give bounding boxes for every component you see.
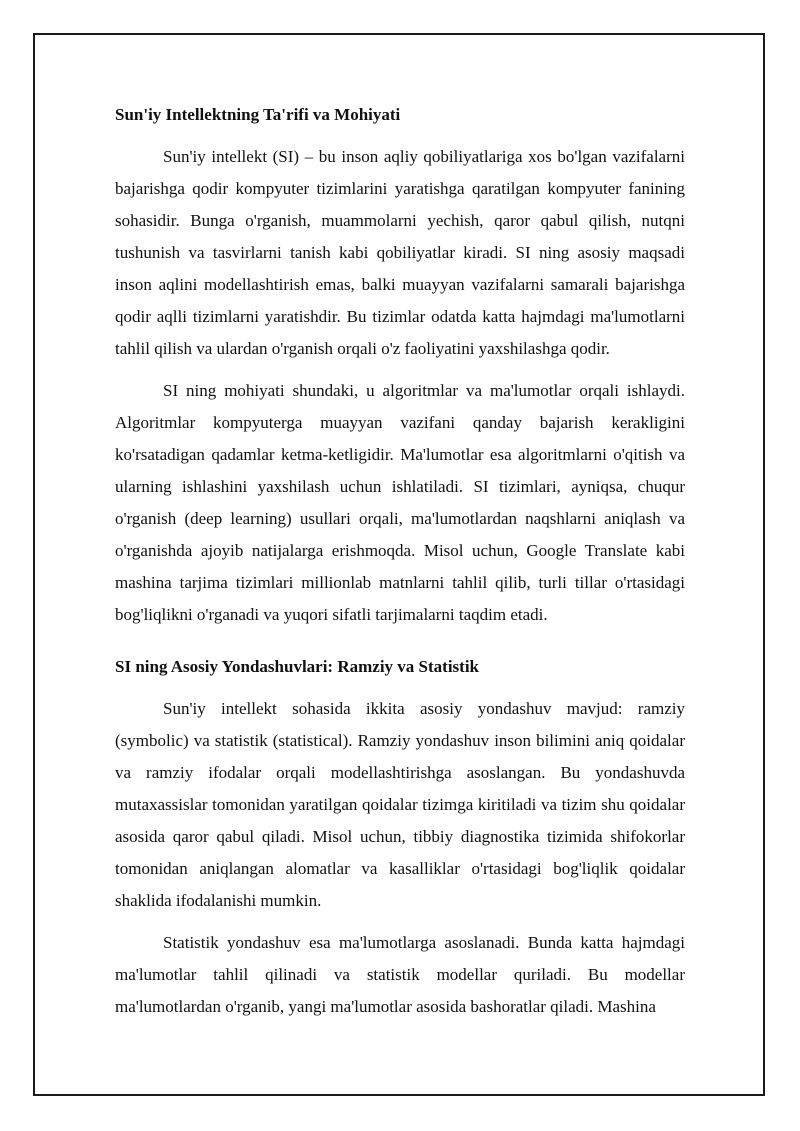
paragraph-approaches-1: Sun'iy intellekt sohasida ikkita asosiy yondashuv mavjud: ramziy (symbolic) va statistik (statistical). Ramziy yondashuv inson bilimini aniq qoidalar va ramziy ifodalar orqali modellashtirishga asoslangan. Bu yondashuvda mutaxassislar tomonidan yaratilgan qoidalar tizimga kiritiladi va tizim shu qoidalar asosida qaror qabul qiladi. Misol uchun, tibbiy diagnostika tizimida shifokorlar tomonidan aniqlangan alomatlar va kasalliklar o'rtasidagi bog'liqlik qoidalar shaklida ifodalanishi mumkin. [115,699,685,910]
paragraph-approaches-2: Statistik yondashuv esa ma'lumotlarga asoslanadi. Bunda katta hajmdagi ma'lumotlar tahlil qilinadi va statistik modellar quriladi. Bu modellar ma'lumotlardan o'rganib, yangi ma'lumotlar asosida bashoratlar qiladi. Mashina [115,933,685,1016]
section-spacer [115,641,685,651]
page-frame [33,33,765,1096]
section-heading-definition: Sun'iy Intellektning Ta'rifi va Mohiyati [115,105,401,124]
section-heading-approaches: SI ning Asosiy Yondashuvlari: Ramziy va Statistik [115,657,480,676]
document-body [115,99,685,1033]
paragraph-definition-1: Sun'iy intellekt (SI) – bu inson aqliy qobiliyatlariga xos bo'lgan vazifalarni bajarishga qodir kompyuter tizimlarini yaratishga qaratilgan kompyuter fanining sohasidir. Bunga o'rganish, muammolarni yechish, qaror qabul qilish, nutqni tushunish va tasvirlarni tanish kabi qobiliyatlar kiradi. SI ning asosiy maqsadi inson aqlini modellashtirish emas, balki muayyan vazifalarni samarali bajarishga qodir aqlli tizimlarni yaratishdir. Bu tizimlar odatda katta hajmdagi ma'lumotlarni tahlil qilish va ulardan o'rganish orqali o'z faoliyatini yaxshilashga qodir. [115,147,685,358]
paragraph-definition-2: SI ning mohiyati shundaki, u algoritmlar va ma'lumotlar orqali ishlaydi. Algoritmlar kompyuterga muayyan vazifani qanday bajarish kerakligini ko'rsatadigan qadamlar ketma-ketligidir. Ma'lumotlar esa algoritmlarni o'qitish va ularning ishlashini yaxshilash uchun ishlatiladi. SI tizimlari, ayniqsa, chuqur o'rganish (deep learning) usullari orqali, ma'lumotlardan naqshlarni aniqlash va o'rganishda ajoyib natijalarga erishmoqda. Misol uchun, Google Translate kabi mashina tarjima tizimlari millionlab matnlarni tahlil qilib, turli tillar o'rtasidagi bog'liqlikni o'rganadi va yuqori sifatli tarjimalarni taqdim etadi. [115,381,685,624]
